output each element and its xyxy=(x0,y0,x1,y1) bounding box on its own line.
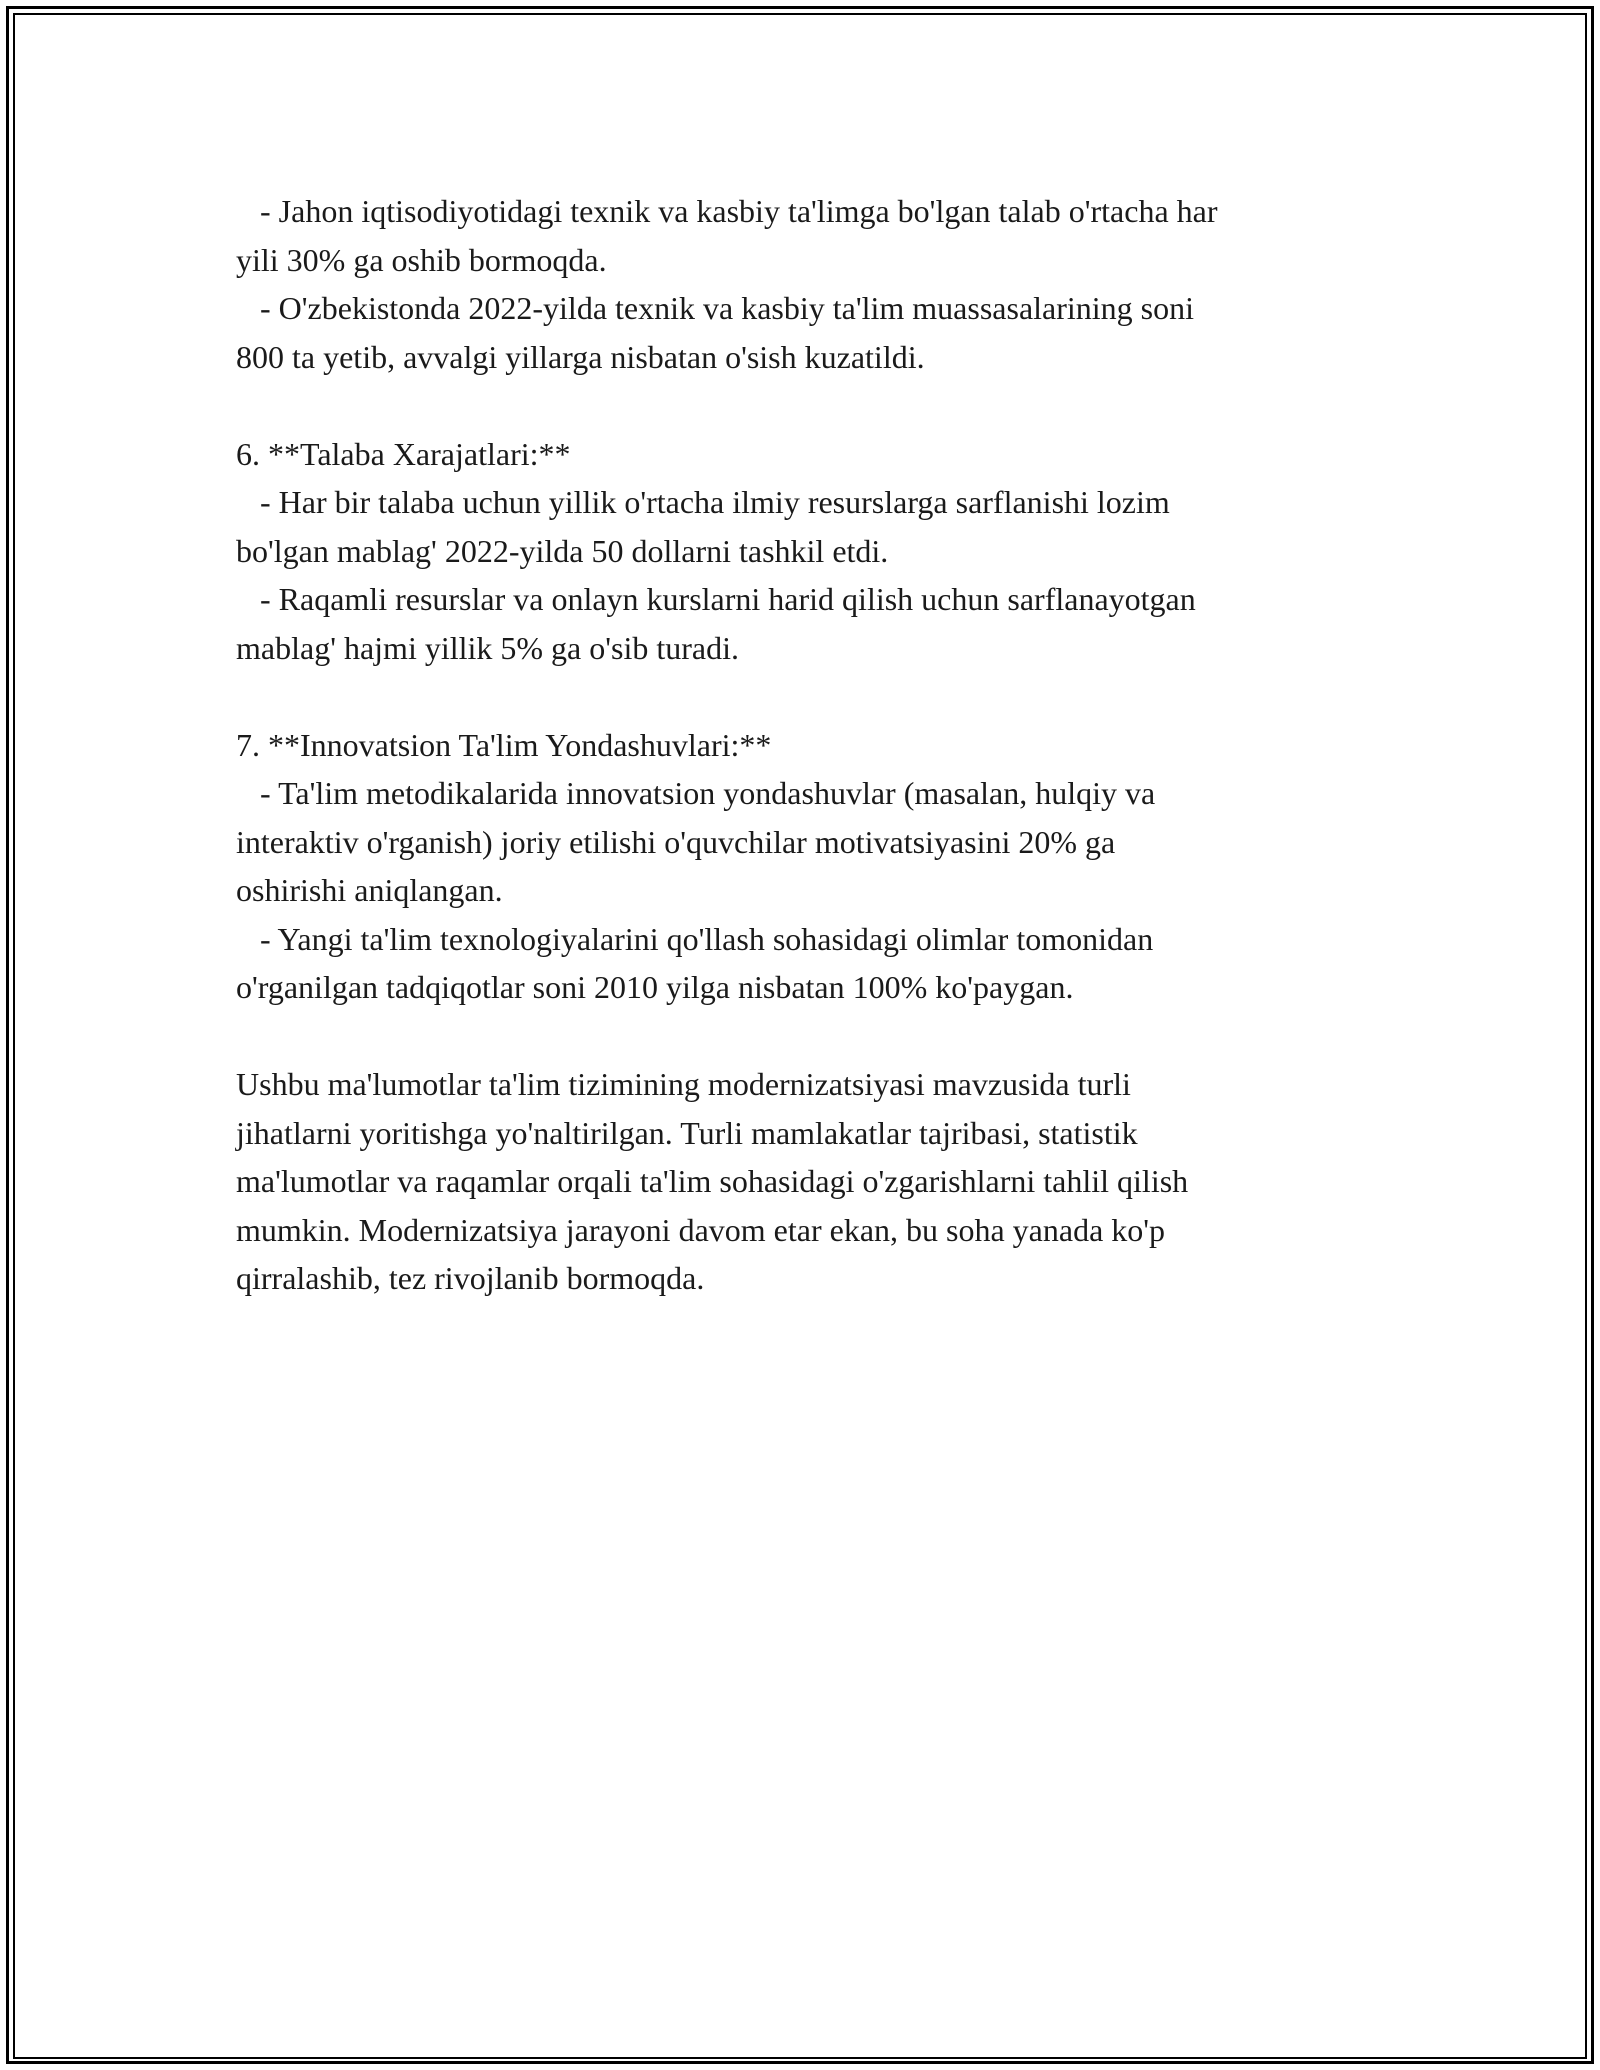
text-line: jihatlarni yoritishga yo'naltirilgan. Turli mamlakatlar tajribasi, statistik xyxy=(236,1114,1138,1151)
text-line: bo'lgan mablag' 2022-yilda 50 dollarni tashkil etdi. xyxy=(236,532,889,569)
intro-block xyxy=(236,187,1386,381)
text-line: o'rganilgan tadqiqotlar soni 2010 yilga nisbatan 100% ko'paygan. xyxy=(236,969,1074,1005)
section-heading: 6. **Talaba Xarajatlari:** xyxy=(236,435,571,472)
text-line: mablag' hajmi yillik 5% ga o'sib turadi. xyxy=(236,629,739,666)
section-heading: 7. **Innovatsion Ta'lim Yondashuvlari:** xyxy=(236,726,772,763)
conclusion-paragraph xyxy=(236,1060,1386,1303)
text-line: mumkin. Modernizatsiya jarayoni davom etar ekan, bu soha yanada ko'p xyxy=(236,1211,1166,1248)
document-body xyxy=(236,187,1386,1303)
text-line: - Har bir talaba uchun yillik o'rtacha ilmiy resurslarga sarflanishi lozim xyxy=(236,484,1170,520)
text-line: yili 30% ga oshib bormoqda. xyxy=(236,241,607,278)
section-7 xyxy=(236,721,1386,1012)
text-line: oshirishi aniqlangan. xyxy=(236,872,503,908)
paragraph-gap xyxy=(236,672,1386,721)
paragraph-gap xyxy=(236,381,1386,430)
text-line: - Yangi ta'lim texnologiyalarini qo'llash sohasidagi olimlar tomonidan xyxy=(236,920,1154,957)
text-line: - O'zbekistonda 2022-yilda texnik va kasbiy ta'lim muassasalarining soni xyxy=(236,290,1195,326)
text-line: 800 ta yetib, avvalgi yillarga nisbatan o'sish kuzatildi. xyxy=(236,338,925,375)
section-6 xyxy=(236,430,1386,673)
text-line: ma'lumotlar va raqamlar orqali ta'lim sohasidagi o'zgarishlarni tahlil qilish xyxy=(236,1163,1189,1199)
text-line: - Raqamli resurslar va onlayn kurslarni harid qilish uchun sarflanayotgan xyxy=(236,581,1196,617)
text-line: - Jahon iqtisodiyotidagi texnik va kasbiy ta'limga bo'lgan talab o'rtacha har xyxy=(236,193,1218,229)
paragraph-gap xyxy=(236,1012,1386,1061)
text-line: interaktiv o'rganish) joriy etilishi o'quvchilar motivatsiyasini 20% ga xyxy=(236,823,1116,860)
text-line: - Ta'lim metodikalarida innovatsion yondashuvlar (masalan, hulqiy va xyxy=(236,775,1156,811)
text-line: Ushbu ma'lumotlar ta'lim tizimining modernizatsiyasi mavzusida turli xyxy=(236,1066,1131,1102)
text-line: qirralashib, tez rivojlanib bormoqda. xyxy=(236,1260,705,1296)
